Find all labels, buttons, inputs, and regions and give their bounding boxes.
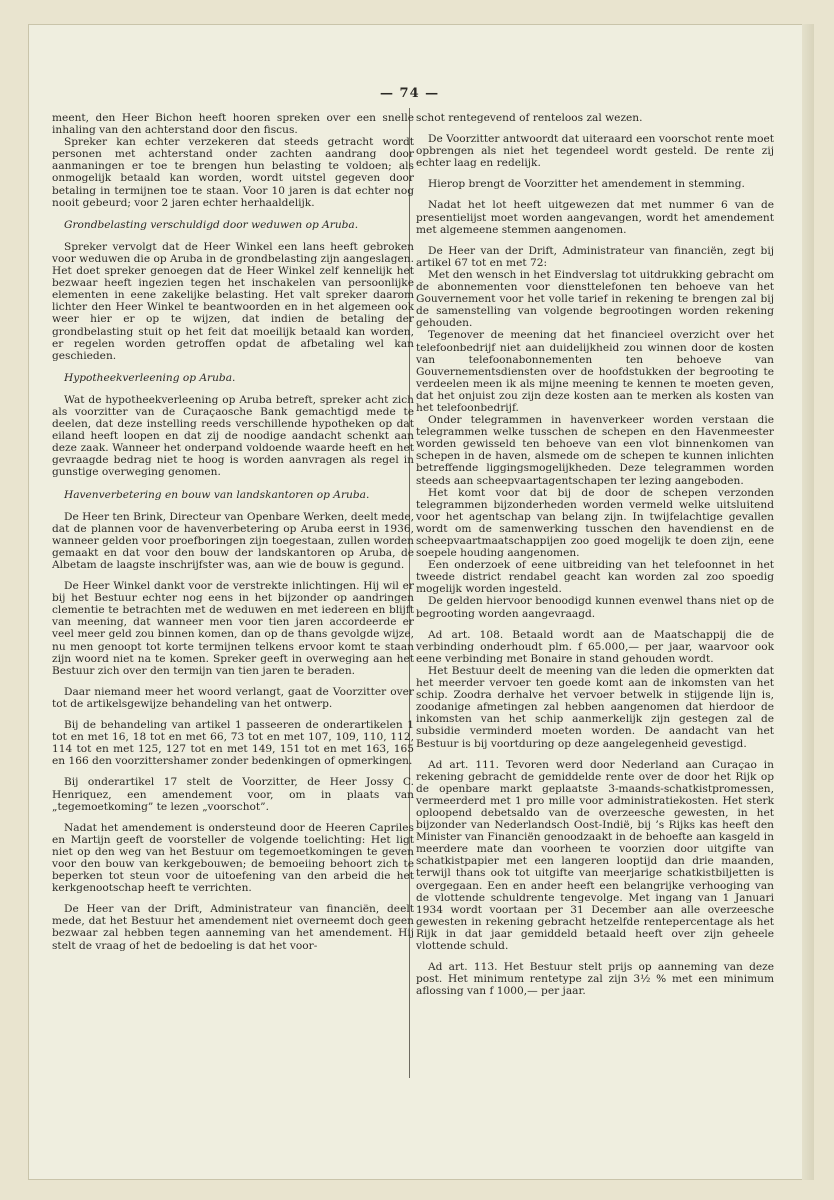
paragraph: De gelden hiervoor benoodigd kunnen evenwel thans niet op de begrooting worden aangevraagd. <box>416 595 774 620</box>
paragraph: Het komt voor dat bij de door de schepen verzonden telegrammen bijzonderheden worden vermeld welke uitsluitend voor het agentschap van belang zijn. In twijfelachtige gevallen wordt om de samenwerking tusschen den havendienst en de scheepvaartmaatschappijen zoo goed mogelijk te doen zijn, eene soepele houding aangenomen. <box>416 486 774 560</box>
paragraph: De Heer van der Drift, Administrateur van financiën, deelt mede, dat het Bestuur het amendement niet overneemt doch geen bezwaar zal hebben tegen aanneming van het amendement. Hij stelt de vraag of het de bedoeling is dat het voor- <box>52 903 414 952</box>
paragraph: De Heer Winkel dankt voor de verstrekte inlichtingen. Hij wil er bij het Bestuur echter nog eens in het bijzonder op aandringen clementie te betrachten met de weduwen en met iedereen en blijft van meening, dat wanneer men voor tien jaren accordeerde er veel meer geld zou binnen komen, dan op de thans gevolgde wijze, nu men genoopt tot korte termijnen telkens ervoor komt te staan zijn woord niet na te komen. Spreker geeft in overweging aan het Bestuur zich over den termijn van tien jaren te beraden. <box>52 580 414 677</box>
paragraph: Ad art. 108. Betaald wordt aan de Maatschappij die de verbinding onderhoudt plm. f 65.000,— per jaar, waarvoor ook eene verbinding met Bonaire in stand gehouden wordt. <box>416 628 774 665</box>
section-heading: Grondbelasting verschuldigd door weduwen op Aruba. <box>64 218 359 231</box>
paragraph: De Heer ten Brink, Directeur van Openbare Werken, deelt mede, dat de plannen voor de havenverbetering op Aruba eerst in 1936, wanneer gelden voor proefboringen zijn toegestaan, zullen worden gemaakt en dat voor den bouw der landskantoren op Aruba, de Albetam de laagste inschrijfster was, aan wie de bouw is gegund. <box>52 510 414 571</box>
left-column <box>52 112 414 952</box>
paragraph: De Heer van der Drift, Administrateur van financiën, zegt bij artikel 67 tot en met 72: <box>416 244 774 269</box>
paragraph: Wat de hypotheekverleening op Aruba betreft, spreker acht zich als voorzitter van de Curaçaosche Bank gemachtigd mede te deelen, dat deze instelling reeds verschillende hypotheken op dat eiland heeft loopen en dat zij de noodige aandacht schenkt aan deze zaak. Wanneer het onderpand voldoende waarde heeft en het gevraagde bedrag niet te hoog is worden aanvragen als regel in gunstige overweging genomen. <box>52 393 414 479</box>
right-column <box>416 112 774 997</box>
paragraph: schot rentegevend of renteloos zal wezen. <box>416 112 643 124</box>
paragraph: Ad art. 113. Het Bestuur stelt prijs op aanneming van deze post. Het minimum rentetype zal zijn 3½ % met een minimum aflossing van f 1000,— per jaar. <box>416 961 774 998</box>
section-heading: Havenverbetering en bouw van landskantoren op Aruba. <box>64 488 370 501</box>
paragraph: meent, den Heer Bichon heeft hooren spreken over een snelle inhaling van den achterstand door den fiscus. <box>52 112 414 137</box>
page-edge <box>802 24 814 1180</box>
paragraph: Bij de behandeling van artikel 1 passeeren de onderartikelen 1 tot en met 16, 18 tot en met 66, 73 tot en met 107, 109, 110, 112, 114 tot en met 125, 127 tot en met 149, 151 tot en met 163, 165 en 166 den voorzittershamer zonder bedenkingen of opmerkingen. <box>52 719 414 768</box>
paragraph: Onder telegrammen in havenverkeer worden verstaan die telegrammen welke tusschen de schepen en den Havenmeester worden gewisseld ten behoeve van een vlot binnenkomen van schepen in de haven, alsmede om de schepen te kunnen inlichten betreffende liggingsmogelijkheden. Deze telegrammen worden steeds aan scheepvaartagentschapen ter lezing aangeboden. <box>416 414 774 487</box>
paragraph: Nadat het lot heeft uitgewezen dat met nummer 6 van de presentielijst moet worden aangevangen, wordt het amendement met algemeene stemmen aangenomen. <box>416 199 774 236</box>
paragraph: Spreker vervolgt dat de Heer Winkel een lans heeft gebroken voor weduwen die op Aruba in de grondbelasting zijn aangeslagen. Het doet spreker genoegen dat de Heer Winkel zelf kennelijk het bezwaar heeft ingezien tegen het inschakelen van persoonlijke elementen in eene zakelijke belasting. Het valt spreker daarom lichter den Heer Winkel te beantwoorden en in het algemeen ook weer hier er op te wijzen, dat indien de betaling der grondbelasting stuit op het feit dat moeilijk betaald kan worden, er regelen worden getroffen opdat de afbetaling wel kan geschieden. <box>52 240 414 362</box>
paragraph: Het Bestuur deelt de meening van die leden die opmerkten dat het meerder vervoer ten goede komt aan de inkomsten van het schip. Zoodra derhalve het vervoer betwelk in stijgende lijn is, zoodanige afmetingen zal hebben aangenomen dat hierdoor de inkomsten van het schip aanmerkelijk zijn gestegen zal de subsidie verminderd moeten worden. De aandacht van het Bestuur is bij voortduring op deze aangelegenheid gevestigd. <box>416 664 774 750</box>
paragraph: Bij onderartikel 17 stelt de Voorzitter, de Heer Jossy C. Henriquez, een amendement voor, om in plaats van „tegemoetkoming” te lezen „voorschot”. <box>52 776 414 813</box>
paragraph: Nadat het amendement is ondersteund door de Heeren Capriles en Martijn geeft de voorsteller de volgende toelichting: Het ligt niet op den weg van het Bestuur om tegemoetkomingen te geven voor den bouw van kerkgebouwen; de bemoeiing behoort zich te beperken tot steun voor de uitoefening van den arbeid die het kerkgenootschap heeft te verrichten. <box>52 821 414 895</box>
paragraph: Ad art. 111. Tevoren werd door Nederland aan Curaçao in rekening gebracht de gemiddelde rente over de door het Rijk op de openbare markt geplaatste 3-maands-schatkistpromessen, vermeerderd met 1 pro mille voor administratiekosten. Het sterk oploopend debetsaldo van de overzeesche gewesten, in het bijzonder van Nederlandsch Oost-Indië, bij ’s Rijks kas heeft den Minister van Financiën genoodzaakt in de behoefte aan kasgeld in meerdere mate dan voorheen te voorzien door uitgifte van schatkistpapier met een langeren looptijd dan drie maanden, terwijl thans ook tot uitgifte van meerjarige schatkistbiljetten is overgegaan. Een en ander heeft een belangrijke verhooging van de vlottende schuldrente tengevolge. Met ingang van 1 Januari 1934 wordt voortaan per 31 December aan alle overzeesche gewesten in rekening gebracht hetzelfde rentepercentage als het Rijk in dat jaar gemiddeld betaald heeft over zijn geheele vlottende schuld. <box>416 758 774 952</box>
paragraph: Een onderzoek of eene uitbreiding van het telefoonnet in het tweede district rendabel geacht kan worden zal zoo spoedig mogelijk worden ingesteld. <box>416 559 774 596</box>
paragraph: De Voorzitter antwoordt dat uiteraard een voorschot rente moet opbrengen als niet het tegendeel wordt gesteld. De rente zij echter laag en redelijk. <box>416 133 774 170</box>
paragraph: Daar niemand meer het woord verlangt, gaat de Voorzitter over tot de artikelsgewijze behandeling van het ontwerp. <box>52 685 414 710</box>
paragraph: Met den wensch in het Eindverslag tot uitdrukking gebracht om de abonnementen voor diensttelefonen ten behoeve van het Gouvernement voor het volle tarief in rekening te brengen zal bij de samenstelling van volgende begrootingen worden rekening gehouden. <box>416 268 774 330</box>
paragraph: Tegenover de meening dat het financieel overzicht over het telefoonbedrijf niet aan duidelijkheid zou winnen door de kosten van telefoonabonnementen ten behoeve van Gouvernementsdiensten over de hoofdstukken der begrooting te verdeelen meen ik als mijne meening te kennen te moeten geven, dat het onjuist zou zijn deze kosten aan te merken als kosten van het telefoonbedrijf. <box>416 329 774 414</box>
paragraph: Hierop brengt de Voorzitter het amendement in stemming. <box>428 178 745 191</box>
section-heading: Hypotheekverleening op Aruba. <box>64 371 236 384</box>
paragraph: Spreker kan echter verzekeren dat steeds getracht wordt personen met achterstand onder zachten aandrang door aanmaningen er toe te brengen hun belasting te voldoen; als onmogelijk betaald kan worden, wordt uitstel gegeven door betaling in termijnen toe te staan. Voor 10 jaren is dat echter nog nooit gebeurd; voor 2 jaren echter herhaaldelijk. <box>52 136 414 209</box>
page-number: — 74 — <box>380 86 440 101</box>
